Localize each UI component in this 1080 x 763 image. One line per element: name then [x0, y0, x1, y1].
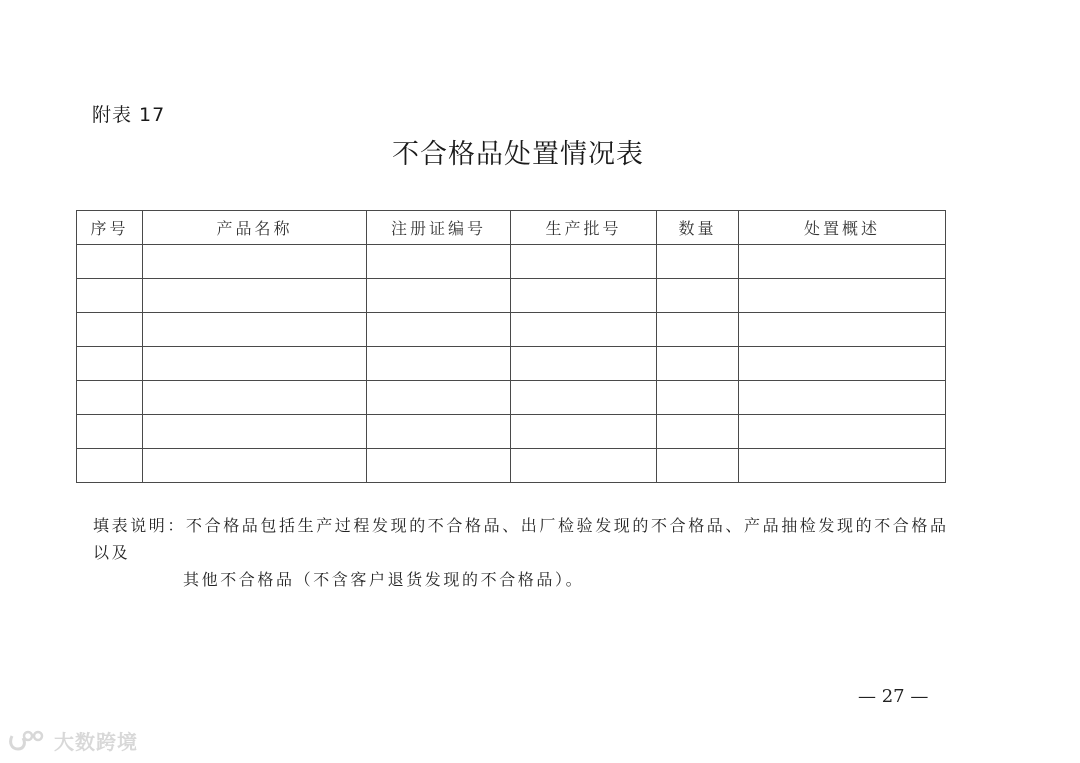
column-header-quantity: 数量 — [657, 211, 739, 245]
table-cell — [77, 381, 143, 415]
table-cell — [511, 347, 657, 381]
column-header-batch-number: 生产批号 — [511, 211, 657, 245]
annex-label: 附表 17 — [92, 104, 166, 126]
table-cell — [143, 381, 367, 415]
table-cell — [511, 313, 657, 347]
table-cell — [657, 347, 739, 381]
page-number: — 27 — — [858, 686, 929, 707]
table-cell — [511, 245, 657, 279]
column-header-disposal-summary: 处置概述 — [739, 211, 946, 245]
table-cell — [367, 381, 511, 415]
table-cell — [367, 313, 511, 347]
table-cell — [739, 415, 946, 449]
table-cell — [657, 245, 739, 279]
table-cell — [143, 245, 367, 279]
watermark-text: 大数跨境 — [54, 730, 138, 754]
table-row — [77, 381, 946, 415]
table-cell — [511, 415, 657, 449]
table-cell — [511, 449, 657, 483]
note-line-1: 填表说明：不合格品包括生产过程发现的不合格品、出厂检验发现的不合格品、产品抽检发现的不合格品以及 — [93, 516, 949, 562]
table-cell — [143, 415, 367, 449]
table-cell — [739, 313, 946, 347]
table-header-row — [77, 211, 946, 245]
table-cell — [143, 313, 367, 347]
table-cell — [367, 449, 511, 483]
logo-icon — [8, 730, 48, 752]
disposal-table — [76, 210, 946, 483]
table-cell — [657, 381, 739, 415]
table-cell — [739, 449, 946, 483]
table-cell — [143, 347, 367, 381]
table-cell — [367, 279, 511, 313]
watermark — [8, 726, 138, 755]
table-cell — [367, 415, 511, 449]
table-cell — [657, 415, 739, 449]
table-cell — [367, 245, 511, 279]
column-header-product-name: 产品名称 — [143, 211, 367, 245]
table-cell — [77, 279, 143, 313]
table-cell — [739, 279, 946, 313]
table-cell — [77, 347, 143, 381]
column-header-registration-number: 注册证编号 — [367, 211, 511, 245]
document-title: 不合格品处置情况表 — [392, 139, 644, 170]
note-line-2: 其他不合格品（不含客户退货发现的不合格品）。 — [183, 570, 585, 589]
table-cell — [657, 313, 739, 347]
table-cell — [739, 347, 946, 381]
table-cell — [739, 381, 946, 415]
table-cell — [367, 347, 511, 381]
table-row — [77, 449, 946, 483]
table-cell — [511, 381, 657, 415]
table-row — [77, 313, 946, 347]
table-cell — [143, 279, 367, 313]
table-cell — [739, 245, 946, 279]
table-row — [77, 347, 946, 381]
table-row — [77, 415, 946, 449]
table-cell — [77, 245, 143, 279]
table-cell — [77, 313, 143, 347]
table-cell — [77, 415, 143, 449]
table-cell — [77, 449, 143, 483]
table-cell — [657, 449, 739, 483]
table-row — [77, 245, 946, 279]
fill-instructions — [93, 512, 963, 593]
table-cell — [511, 279, 657, 313]
column-header-index: 序号 — [77, 211, 143, 245]
table-row — [77, 279, 946, 313]
table-cell — [143, 449, 367, 483]
table-cell — [657, 279, 739, 313]
